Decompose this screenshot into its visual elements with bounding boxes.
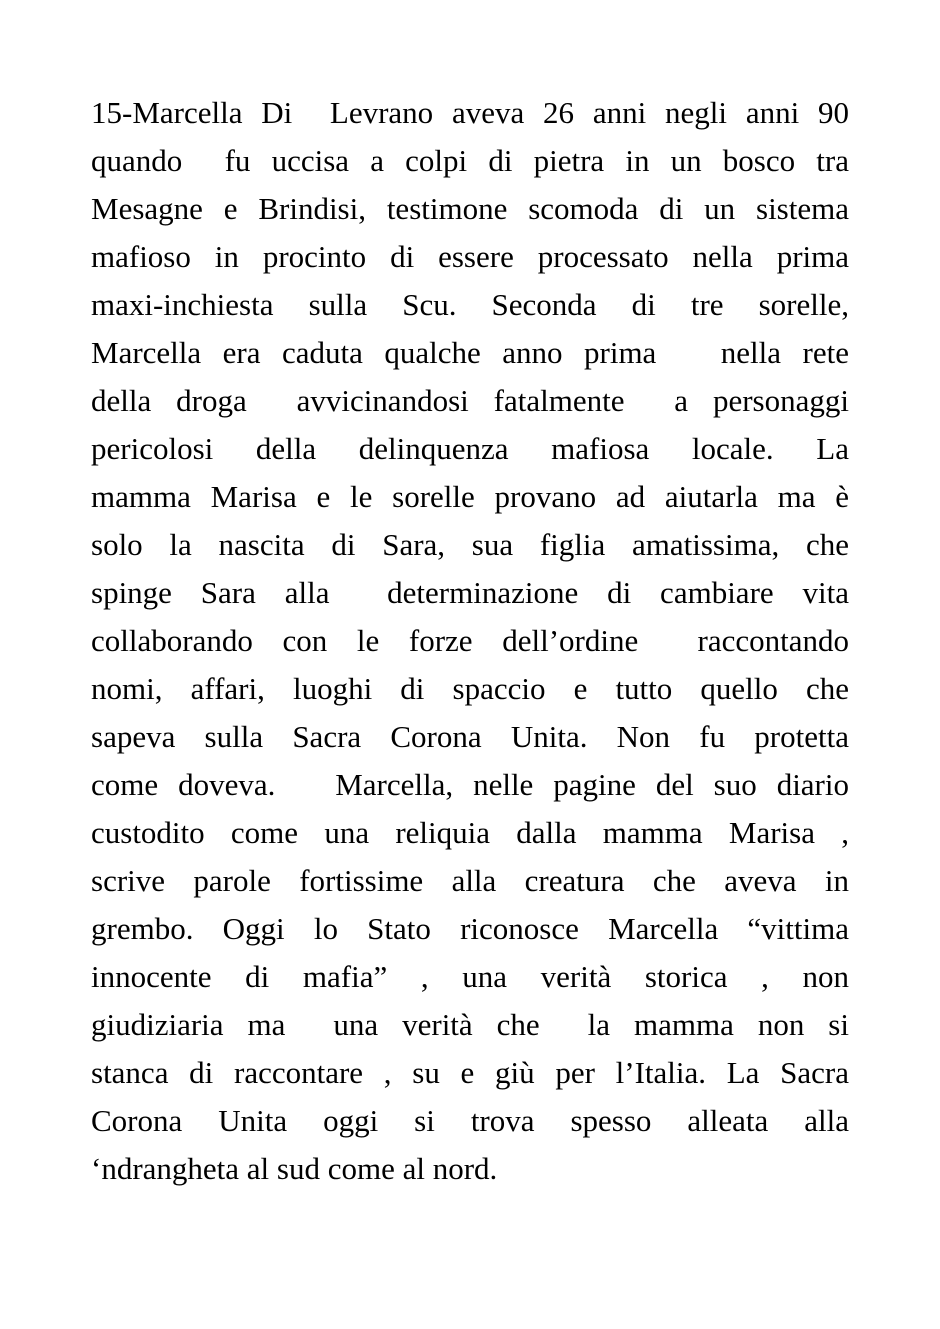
text-line: sapeva sulla Sacra Corona Unita. Non fu protetta xyxy=(91,719,849,754)
body-paragraph xyxy=(91,89,849,1193)
text-line: Mesagne e Brindisi, testimone scomoda di un sistema xyxy=(91,191,849,226)
text-line: giudiziaria ma una verità che la mamma non si xyxy=(91,1007,849,1042)
text-line: mamma Marisa e le sorelle provano ad aiutarla ma è xyxy=(91,479,849,514)
text-line: Marcella era caduta qualche anno prima nella rete xyxy=(91,335,849,370)
text-line: scrive parole fortissime alla creatura che aveva in xyxy=(91,863,849,898)
text-line: collaborando con le forze dell’ordine raccontando xyxy=(91,623,849,658)
text-line: della droga avvicinandosi fatalmente a personaggi xyxy=(91,383,849,418)
text-line: spinge Sara alla determinazione di cambiare vita xyxy=(91,575,849,610)
text-line: innocente di mafia” , una verità storica , non xyxy=(91,959,849,994)
text-line: Corona Unita oggi si trova spesso alleata alla xyxy=(91,1103,849,1138)
text-line: custodito come una reliquia dalla mamma Marisa , xyxy=(91,815,849,850)
text-line: maxi-inchiesta sulla Scu. Seconda di tre sorelle, xyxy=(91,287,849,322)
text-line: solo la nascita di Sara, sua figlia amatissima, che xyxy=(91,527,849,562)
text-line: quando fu uccisa a colpi di pietra in un bosco tra xyxy=(91,143,849,178)
text-line: stanca di raccontare , su e giù per l’Italia. La Sacra xyxy=(91,1055,849,1090)
text-line: mafioso in procinto di essere processato nella prima xyxy=(91,239,849,274)
text-line: grembo. Oggi lo Stato riconosce Marcella “vittima xyxy=(91,911,849,946)
text-line: nomi, affari, luoghi di spaccio e tutto quello che xyxy=(91,671,849,706)
text-line: ‘ndrangheta al sud come al nord. xyxy=(91,1151,498,1186)
text-line: pericolosi della delinquenza mafiosa locale. La xyxy=(91,431,849,466)
text-line: 15-Marcella Di Levrano aveva 26 anni negli anni 90 xyxy=(91,95,849,130)
text-line: come doveva. Marcella, nelle pagine del suo diario xyxy=(91,767,849,802)
